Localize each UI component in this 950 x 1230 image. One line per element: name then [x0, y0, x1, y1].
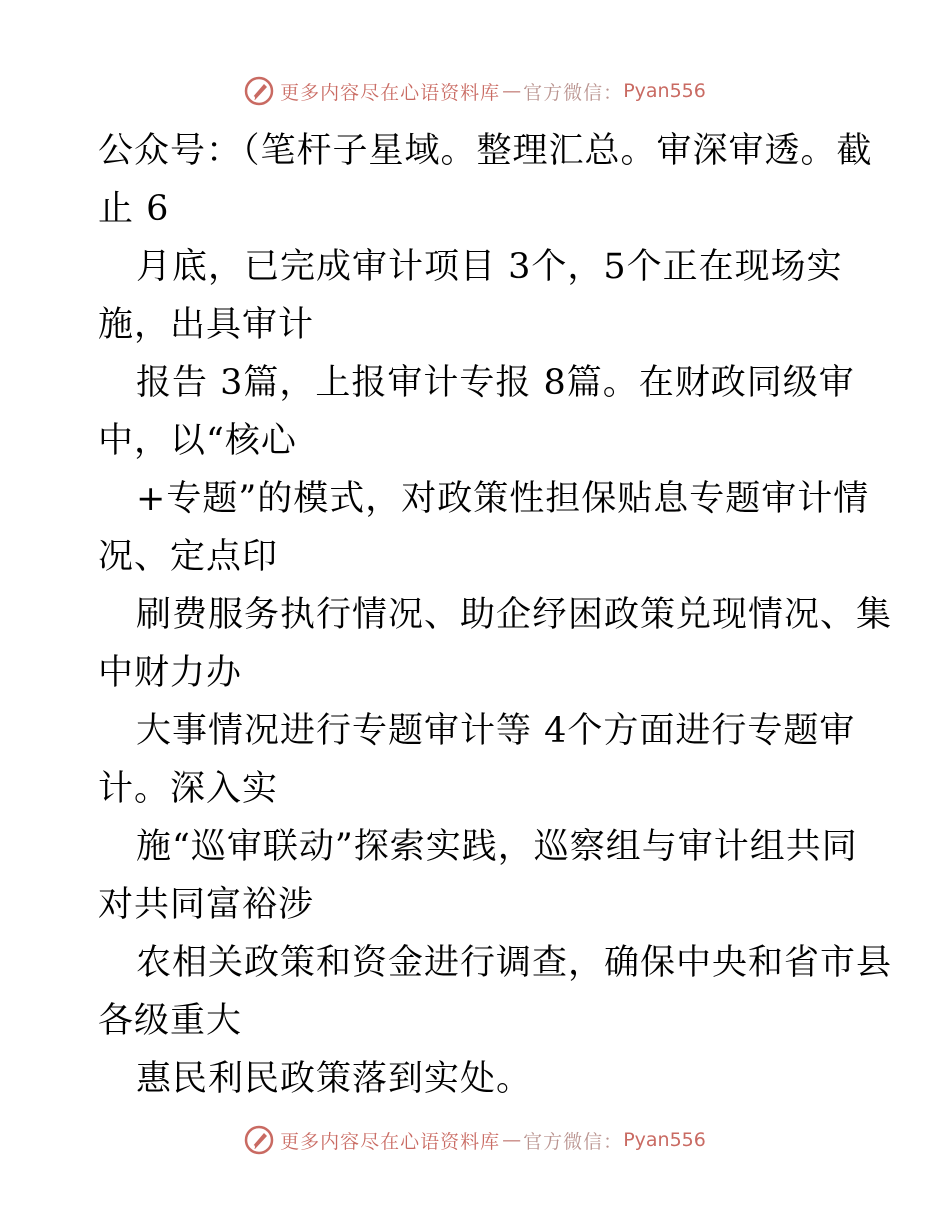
pen-logo-icon [244, 76, 274, 106]
banner-dash: — [502, 1129, 522, 1151]
text-line: 大事情况进行专题审计等 4个方面进行专题审 [136, 711, 856, 751]
footer-watermark-banner [0, 1120, 950, 1160]
document-body [98, 122, 893, 1108]
text-line: 报告 3篇，上报审计专报 8篇。在财政同级审 [136, 363, 855, 403]
banner-wechat-id: Pyan556 [623, 1129, 706, 1151]
banner-site-text: 更多内容尽在心语资料库 [280, 81, 501, 104]
banner-wechat-id: Pyan556 [623, 80, 706, 102]
header-watermark-banner [0, 71, 950, 111]
banner-site-text: 更多内容尽在心语资料库 [280, 1130, 501, 1153]
text-line: 刷费服务执行情况、助企纾困政策兑现情况、集 [136, 595, 893, 635]
text-line: 施“巡审联动”探索实践，巡察组与审计组共同 [136, 827, 858, 867]
text-line: 中，以“核心 [98, 421, 297, 461]
text-line: 月底，已完成审计项目 3个，5个正在现场实 [136, 247, 843, 287]
pen-logo-icon [244, 1125, 274, 1155]
text-line: 中财力办 [98, 653, 243, 693]
text-line: +专题”的模式，对政策性担保贴息专题审计情 [136, 479, 870, 519]
banner-wechat-label: 官方微信： [523, 81, 624, 104]
banner-dash: — [502, 80, 522, 102]
text-line: 各级重大 [98, 1001, 243, 1041]
text-line: 施，出具审计 [98, 305, 315, 345]
text-line: 计。深入实 [98, 769, 279, 809]
text-line: 止 6 [98, 189, 170, 229]
text-line: 对共同富裕涉 [98, 885, 315, 925]
text-line: 农相关政策和资金进行调查，确保中央和省市县 [136, 943, 893, 983]
banner-wechat-label: 官方微信： [523, 1130, 624, 1153]
text-line: 惠民利民政策落到实处。 [136, 1059, 533, 1099]
text-line: 公众号：（笔杆子星域。整理汇总。审深审透。截 [98, 131, 873, 171]
text-line: 况、定点印 [98, 537, 279, 577]
